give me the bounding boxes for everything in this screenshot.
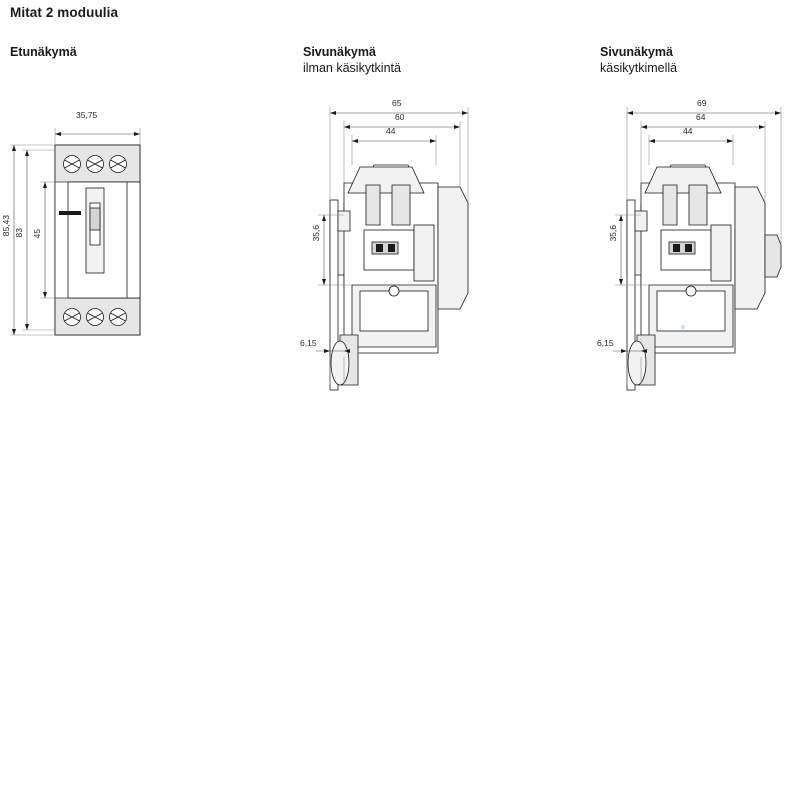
page-title: Mitat 2 moduulia [10, 5, 119, 20]
side1-dim-6-15: 6,15 [300, 338, 317, 348]
side1-dim-60: 60 [395, 112, 405, 122]
front-dim-total-height: 85,43 [1, 215, 11, 237]
side2-dim-64: 64 [696, 112, 706, 122]
view-heading-side2-sub: käsikytkimellä [600, 61, 678, 75]
side1-dim-65: 65 [392, 98, 402, 108]
side2-dim-6-15: 6,15 [597, 338, 614, 348]
view-heading-side1-sub: ilman käsikytkintä [303, 61, 401, 75]
front-dim-body-height: 83 [14, 228, 24, 238]
view-heading-side2-main: Sivunäkymä [600, 45, 673, 59]
side2-dim-44: 44 [683, 126, 693, 136]
view-heading-side-with-switch [600, 44, 677, 76]
side1-dim-35-6: 35,6 [311, 225, 321, 242]
view-heading-front-main: Etunäkymä [10, 45, 77, 59]
side-view-with-switch-drawing [597, 95, 800, 375]
side1-dim-44: 44 [386, 126, 396, 136]
view-heading-front [10, 44, 77, 60]
side2-dim-69: 69 [697, 98, 707, 108]
front-dim-width: 35,75 [76, 110, 98, 120]
front-view-drawing [0, 110, 200, 370]
side-view-without-switch-drawing [300, 95, 520, 375]
view-heading-side1-main: Sivunäkymä [303, 45, 376, 59]
front-dim-module-height: 45 [32, 229, 42, 239]
side2-dim-35-6: 35,6 [608, 225, 618, 242]
view-heading-side-without-switch [303, 44, 401, 76]
